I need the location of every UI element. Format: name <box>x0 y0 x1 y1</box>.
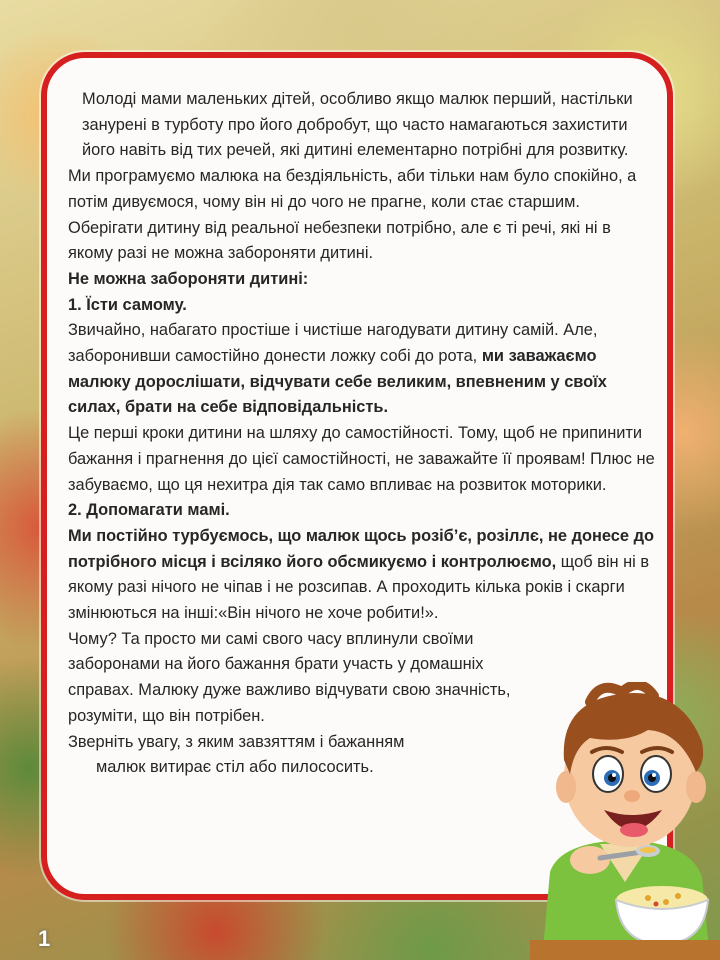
item2-closing-line2: малюк витирає стіл або пилососить. <box>96 758 374 777</box>
item2-closing-line1: Зверніть увагу, з яким завзяттям і бажанням <box>68 732 405 751</box>
section-heading: Не можна забороняти дитині: <box>68 269 309 288</box>
second-paragraph: Ми програмуємо малюка на бездіяльність, аби тільки нам було спокійно, а потім дивуємося, чому він ні до чого не прагне, коли стає старшим. Оберігати дитину від реальної небезпеки потрібно, але є ті речі, які ні в якому разі не можна забороняти дитині. <box>68 167 637 263</box>
item1-paragraph <box>68 318 658 421</box>
page-number: 1 <box>38 926 51 951</box>
item1-text: Звичайно, набагато простіше і чистіше нагодувати дитину самій. Але, заборонивши самостійно донести ложку собі до рота, <box>68 321 598 366</box>
item1-bold-text: ми заважаємо малюку дорослішати, відчувати себе великим, впевненим у своїх силах, брати на себе відповідальність. <box>68 347 607 417</box>
item1-continuation: Це перші кроки дитини на шляху до самостійності. Тому, щоб не припинити бажання і прагнення до цієї самостійності, не заважайте її проявам! Плюс не забуваємо, що ця нехитра дія так само впливає на розвиток моторики. <box>68 424 655 494</box>
boy-eating-soup-icon <box>530 682 720 960</box>
item2-text: щоб він ні в якому разі нічого не чіпав і не розсипав. А проходить кілька років і скарги змінюються на інші:«Він нічого не хоче робити!». <box>68 552 650 623</box>
item2-title: 2. Допомагати мамі. <box>68 501 230 520</box>
item2-paragraph <box>68 524 658 627</box>
item2-continuation-text: Чому? Та просто ми самі свого часу вплинули своїми заборонами на його бажання брати участь у домашніх справах. Малюку дуже важливо відчувати свою значність, розуміти, що він потрібен. <box>68 629 511 725</box>
intro-paragraph: Молоді мами маленьких дітей, особливо якщо малюк перший, настільки занурені в турботу про його добробут, що часто намагаються захистити його навіть від тих речей, які дитині елементарно потрібні для розвитку. <box>82 90 633 160</box>
article-body <box>68 87 658 781</box>
item2-bold-text: Ми постійно турбуємось, що малюк щось розіб’є, розіллє, не донесе до потрібного місця і всіляко його обсмикуємо і контролюємо, <box>68 526 654 571</box>
item1-title: 1. Їсти самому. <box>68 295 187 314</box>
